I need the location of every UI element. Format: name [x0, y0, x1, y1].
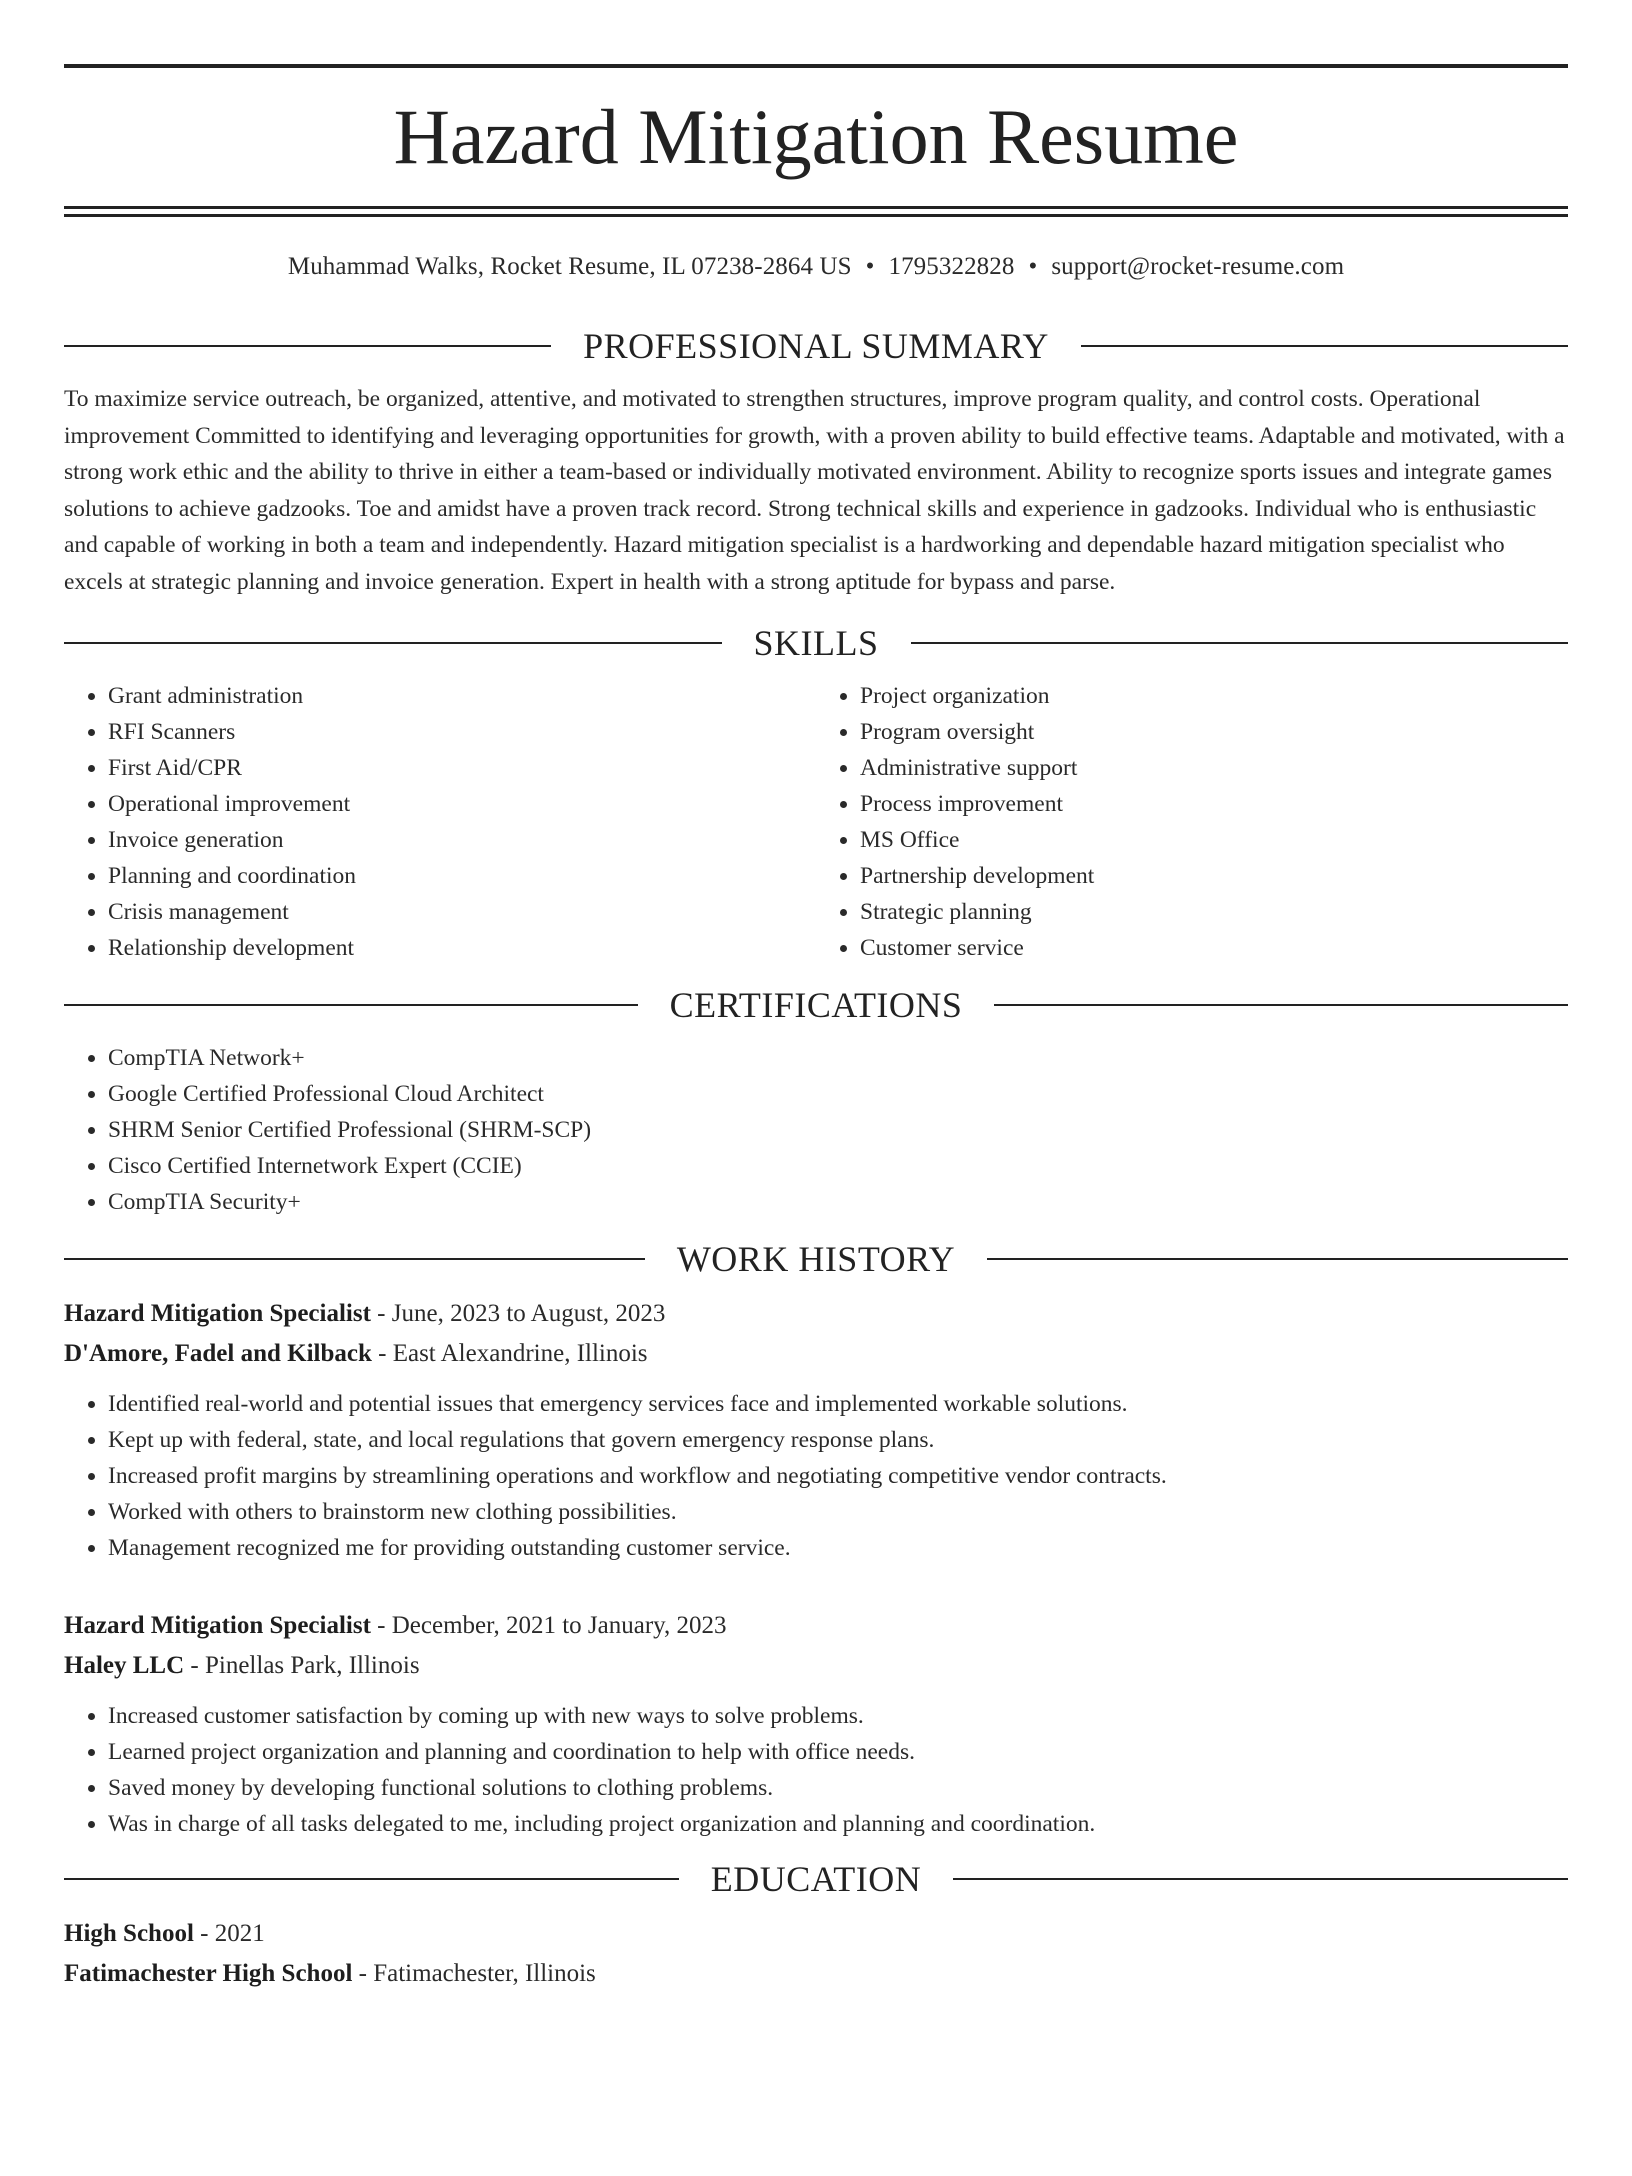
skills-columns	[64, 678, 1568, 966]
divider	[64, 1258, 645, 1260]
list-item: • CompTIA Network+	[108, 1040, 1568, 1076]
list-item: • Planning and coordination	[108, 858, 816, 894]
summary-text: To maximize service outreach, be organized, attentive, and motivated to strengthen structures, improve program quality, and control costs. Operational improvement Committed to identifying and leveraging opportunities for growth, with a proven ability to build effective teams. Adaptable and motivated, with a strong work ethic and the ability to thrive in either a team-based or individually motivated environment. Ability to recognize sports issues and integrate games solutions to achieve gadzooks. Toe and amidst have a proven track record. Strong technical skills and experience in gadzooks. Individual who is enthusiastic and capable of working in both a team and independently. Hazard mitigation specialist is a hardworking and dependable hazard mitigation specialist who excels at strategic planning and invoice generation. Expert in health with a strong aptitude for bypass and parse.	[64, 386, 1565, 595]
job-dates: - December, 2021 to January, 2023	[370, 1612, 727, 1639]
title-double-rule	[64, 206, 1568, 217]
job-company: Haley LLC	[64, 1652, 185, 1679]
section-header-certifications	[64, 984, 1568, 1026]
list-item: • Increased customer satisfaction by coming up with new ways to solve problems.	[108, 1698, 1568, 1734]
list-item: • Worked with others to brainstorm new clothing possibilities.	[108, 1494, 1568, 1530]
job-location: - Pinellas Park, Illinois	[184, 1652, 420, 1679]
list-item: • Operational improvement	[108, 786, 816, 822]
divider	[911, 642, 1569, 644]
job-title: Hazard Mitigation Specialist	[64, 1612, 371, 1639]
divider	[64, 345, 551, 347]
list-item: • RFI Scanners	[108, 714, 816, 750]
list-item: • Relationship development	[108, 930, 816, 966]
divider	[994, 1004, 1568, 1006]
section-title: PROFESSIONAL SUMMARY	[583, 326, 1049, 366]
section-header-education	[64, 1858, 1568, 1900]
skills-list-left	[64, 678, 816, 966]
divider	[64, 1878, 679, 1880]
list-item: • Invoice generation	[108, 822, 816, 858]
job-location: - East Alexandrine, Illinois	[371, 1340, 648, 1367]
list-item: • Administrative support	[860, 750, 1568, 786]
list-item: • Crisis management	[108, 894, 816, 930]
divider	[1081, 345, 1568, 347]
contact-address: Muhammad Walks, Rocket Resume, IL 07238-2864 US	[287, 253, 852, 280]
contact-line	[64, 253, 1568, 281]
divider	[64, 642, 722, 644]
job-title-line	[64, 1606, 1568, 1646]
job-dates: - June, 2023 to August, 2023	[370, 1300, 666, 1327]
section-header-skills	[64, 622, 1568, 664]
job-company: D'Amore, Fadel and Kilback	[64, 1340, 372, 1367]
contact-email[interactable]: support@rocket-resume.com	[1051, 253, 1345, 280]
section-title: SKILLS	[753, 623, 879, 663]
list-item: • Identified real-world and potential issues that emergency services face and implemented workable solutions.	[108, 1386, 1568, 1422]
list-item: • Kept up with federal, state, and local regulations that govern emergency response plans.	[108, 1422, 1568, 1458]
divider	[953, 1878, 1568, 1880]
education-school-line	[64, 1954, 1568, 1994]
list-item: • Google Certified Professional Cloud Architect	[108, 1076, 1568, 1112]
section-title: WORK HISTORY	[676, 1239, 956, 1279]
list-item: • MS Office	[860, 822, 1568, 858]
list-item: • Project organization	[860, 678, 1568, 714]
list-item: • Saved money by developing functional solutions to clothing problems.	[108, 1770, 1568, 1806]
education-degree-line	[64, 1914, 1568, 1954]
certifications-list	[64, 1040, 1568, 1220]
resume-page	[0, 64, 1632, 2176]
list-item: • Program oversight	[860, 714, 1568, 750]
skills-list-right	[816, 678, 1568, 966]
job-entry	[64, 1606, 1568, 1842]
list-item: • Customer service	[860, 930, 1568, 966]
section-header-work	[64, 1238, 1568, 1280]
contact-separator: •	[865, 253, 875, 280]
education-location: - Fatimachester, Illinois	[352, 1960, 596, 1987]
job-entry	[64, 1294, 1568, 1566]
section-header-summary	[64, 325, 1568, 367]
list-item: • SHRM Senior Certified Professional (SHRM-SCP)	[108, 1112, 1568, 1148]
top-rule	[64, 64, 1568, 68]
contact-phone: 1795322828	[888, 253, 1015, 280]
list-item: • Was in charge of all tasks delegated to me, including project organization and planning and coordination.	[108, 1806, 1568, 1842]
education-degree: High School	[64, 1920, 194, 1947]
job-bullets	[64, 1386, 1568, 1566]
list-item: • Learned project organization and planning and coordination to help with office needs.	[108, 1734, 1568, 1770]
list-item: • Cisco Certified Internetwork Expert (CCIE)	[108, 1148, 1568, 1184]
list-item: • First Aid/CPR	[108, 750, 816, 786]
list-item: • Management recognized me for providing outstanding customer service.	[108, 1530, 1568, 1566]
divider	[987, 1258, 1568, 1260]
section-title: CERTIFICATIONS	[669, 985, 963, 1025]
job-company-line	[64, 1646, 1568, 1686]
job-title: Hazard Mitigation Specialist	[64, 1300, 371, 1327]
education-entry	[64, 1914, 1568, 1994]
resume-title: Hazard Mitigation Resume	[393, 93, 1239, 180]
list-item: • Strategic planning	[860, 894, 1568, 930]
list-item: • Process improvement	[860, 786, 1568, 822]
contact-separator: •	[1028, 253, 1038, 280]
job-company-line	[64, 1334, 1568, 1374]
section-title: EDUCATION	[710, 1859, 922, 1899]
job-title-line	[64, 1294, 1568, 1334]
list-item: • Partnership development	[860, 858, 1568, 894]
divider	[64, 1004, 638, 1006]
education-school: Fatimachester High School	[64, 1960, 353, 1987]
list-item: • Grant administration	[108, 678, 816, 714]
education-year: - 2021	[193, 1920, 265, 1947]
list-item: • CompTIA Security+	[108, 1184, 1568, 1220]
job-bullets	[64, 1698, 1568, 1842]
list-item: • Increased profit margins by streamlining operations and workflow and negotiating competitive vendor contracts.	[108, 1458, 1568, 1494]
